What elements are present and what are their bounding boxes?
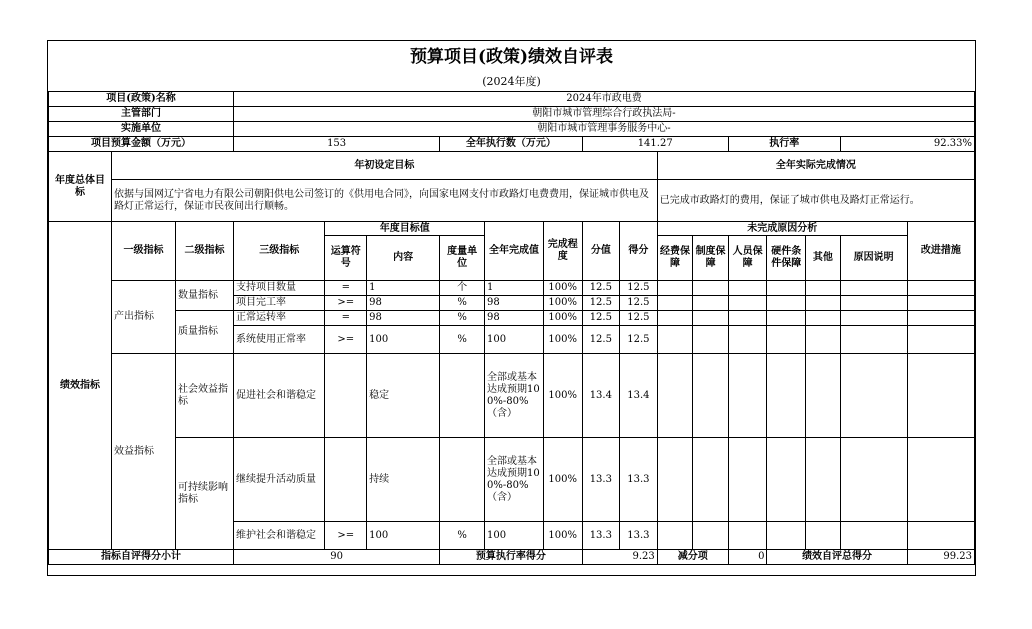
indicator-row <box>49 354 975 438</box>
evaluation-table <box>48 91 975 565</box>
level3-cell: 系统使用正常率 <box>233 326 324 354</box>
budget-value: 153 <box>233 137 439 152</box>
indicator-header-row-1 <box>49 222 975 236</box>
empty-cell <box>907 311 974 326</box>
op-cell: >= <box>325 326 367 354</box>
content-cell: 98 <box>367 296 440 311</box>
empty-cell <box>728 354 767 438</box>
unit-label: 实施单位 <box>49 122 234 137</box>
subtotal-value: 90 <box>233 550 439 565</box>
completion-header: 全年完成值 <box>484 222 543 281</box>
empty-cell <box>767 438 806 522</box>
empty-cell <box>907 326 974 354</box>
empty-cell <box>657 354 693 438</box>
unit-cell: % <box>440 522 485 550</box>
rate-label: 执行率 <box>728 137 840 152</box>
name-label: 项目(政策)名称 <box>49 92 234 107</box>
budget-label: 项目预算金额（万元） <box>49 137 234 152</box>
completion-cell: 98 <box>484 311 543 326</box>
name-value: 2024年市政电费 <box>233 92 974 107</box>
empty-cell <box>657 522 693 550</box>
indicator-row <box>49 311 975 326</box>
level3-cell: 促进社会和谐稳定 <box>233 354 324 438</box>
op-header: 运算符号 <box>325 236 367 281</box>
empty-cell <box>767 281 806 296</box>
completion-cell: 100 <box>484 326 543 354</box>
empty-cell <box>840 354 907 438</box>
social-indicator-label: 社会效益指标 <box>176 354 234 438</box>
level3-cell: 正常运转率 <box>233 311 324 326</box>
empty-cell <box>840 438 907 522</box>
level3-cell: 继续提升活动质量 <box>233 438 324 522</box>
empty-cell <box>806 311 841 326</box>
level3-cell: 支持项目数量 <box>233 281 324 296</box>
score-value-cell: 13.4 <box>582 354 620 438</box>
empty-cell <box>767 311 806 326</box>
unit-cell: % <box>440 311 485 326</box>
completion-cell: 100 <box>484 522 543 550</box>
personnel-header: 人员保障 <box>728 236 767 281</box>
empty-cell <box>806 296 841 311</box>
year-subtitle: (2024年度) <box>482 75 541 88</box>
empty-cell <box>767 326 806 354</box>
score-value-cell: 13.3 <box>582 438 620 522</box>
other-header: 其他 <box>806 236 841 281</box>
page-title: 预算项目(政策)绩效自评表 <box>409 47 614 67</box>
score-cell: 12.5 <box>620 311 658 326</box>
op-cell <box>325 354 367 438</box>
score-cell: 12.5 <box>620 326 658 354</box>
evaluation-sheet <box>47 40 976 576</box>
op-cell: >= <box>325 522 367 550</box>
system-header: 制度保障 <box>693 236 729 281</box>
summary-row <box>49 550 975 565</box>
unit-cell: % <box>440 296 485 311</box>
empty-cell <box>767 354 806 438</box>
unit-value: 朝阳市城市管理事务服务中心- <box>233 122 974 137</box>
content-header: 内容 <box>367 236 440 281</box>
empty-cell <box>728 311 767 326</box>
empty-cell <box>657 281 693 296</box>
empty-cell <box>693 281 729 296</box>
level1-header: 一级指标 <box>112 222 176 281</box>
empty-cell <box>693 296 729 311</box>
empty-cell <box>657 326 693 354</box>
dept-value: 朝阳市城市管理综合行政执法局- <box>233 107 974 122</box>
unit-cell: 个 <box>440 281 485 296</box>
funding-header: 经费保障 <box>657 236 693 281</box>
content-cell: 100 <box>367 522 440 550</box>
degree-cell: 100% <box>543 522 582 550</box>
indicator-row <box>49 438 975 522</box>
score-value-cell: 12.5 <box>582 311 620 326</box>
empty-cell <box>806 326 841 354</box>
unit-cell <box>440 354 485 438</box>
unit-header: 度量单位 <box>440 236 485 281</box>
empty-cell <box>806 281 841 296</box>
empty-cell <box>693 326 729 354</box>
empty-cell <box>840 311 907 326</box>
perf-indicator-label: 绩效指标 <box>49 222 112 550</box>
empty-cell <box>907 522 974 550</box>
content-cell: 100 <box>367 326 440 354</box>
budget-score-label: 预算执行率得分 <box>440 550 582 565</box>
quality-indicator-label: 质量指标 <box>176 311 234 354</box>
unit-cell <box>440 438 485 522</box>
total-label: 绩效自评总得分 <box>767 550 907 565</box>
content-cell: 1 <box>367 281 440 296</box>
level3-cell: 项目完工率 <box>233 296 324 311</box>
info-row-dept <box>49 107 975 122</box>
empty-cell <box>806 438 841 522</box>
actual-result-header: 全年实际完成情况 <box>657 152 974 180</box>
content-cell: 98 <box>367 311 440 326</box>
completion-cell: 全部或基本达成预期100%-80%（含） <box>484 354 543 438</box>
score-cell: 12.5 <box>620 296 658 311</box>
degree-cell: 100% <box>543 326 582 354</box>
empty-cell <box>693 311 729 326</box>
quantity-indicator-label: 数量指标 <box>176 281 234 311</box>
hardware-header: 硬件条件保障 <box>767 236 806 281</box>
initial-goal-header: 年初设定目标 <box>112 152 658 180</box>
score-value-cell: 12.5 <box>582 296 620 311</box>
score-value-cell: 12.5 <box>582 281 620 296</box>
empty-cell <box>907 281 974 296</box>
empty-cell <box>840 296 907 311</box>
unit-cell: % <box>440 326 485 354</box>
empty-cell <box>728 438 767 522</box>
content-cell: 持续 <box>367 438 440 522</box>
empty-cell <box>907 354 974 438</box>
empty-cell <box>840 326 907 354</box>
score-value-header: 分值 <box>582 222 620 281</box>
score-cell: 13.3 <box>620 522 658 550</box>
empty-cell <box>767 522 806 550</box>
completion-cell: 全部或基本达成预期100%-80%（含） <box>484 438 543 522</box>
level3-header: 三级指标 <box>233 222 324 281</box>
empty-cell <box>728 296 767 311</box>
content-cell: 稳定 <box>367 354 440 438</box>
degree-cell: 100% <box>543 281 582 296</box>
score-cell: 13.3 <box>620 438 658 522</box>
score-header: 得分 <box>620 222 658 281</box>
empty-cell <box>728 281 767 296</box>
completion-cell: 1 <box>484 281 543 296</box>
reason-header: 原因说明 <box>840 236 907 281</box>
unfinished-header: 未完成原因分析 <box>657 222 907 236</box>
total-value: 99.23 <box>907 550 974 565</box>
degree-cell: 100% <box>543 311 582 326</box>
info-row-unit <box>49 122 975 137</box>
subtotal-label: 指标自评得分小计 <box>49 550 234 565</box>
actual-result-text: 已完成市政路灯的费用，保证了城市供电及路灯正常运行。 <box>657 180 974 222</box>
level3-cell: 维护社会和谐稳定 <box>233 522 324 550</box>
score-cell: 13.4 <box>620 354 658 438</box>
empty-cell <box>840 522 907 550</box>
degree-header: 完成程度 <box>543 222 582 281</box>
empty-cell <box>693 438 729 522</box>
goals-section-label: 年度总体目标 <box>49 152 112 222</box>
score-value-cell: 12.5 <box>582 326 620 354</box>
op-cell: = <box>325 281 367 296</box>
score-value-cell: 13.3 <box>582 522 620 550</box>
info-row-budget <box>49 137 975 152</box>
deduct-value: 0 <box>728 550 767 565</box>
rate-value: 92.33% <box>840 137 974 152</box>
empty-cell <box>657 311 693 326</box>
improve-header: 改进措施 <box>907 222 974 281</box>
empty-cell <box>767 296 806 311</box>
degree-cell: 100% <box>543 296 582 311</box>
exec-value: 141.27 <box>582 137 728 152</box>
op-cell <box>325 438 367 522</box>
dept-label: 主管部门 <box>49 107 234 122</box>
op-cell: >= <box>325 296 367 311</box>
empty-cell <box>728 326 767 354</box>
empty-cell <box>728 522 767 550</box>
exec-label: 全年执行数（万元） <box>440 137 582 152</box>
empty-cell <box>657 296 693 311</box>
empty-cell <box>840 281 907 296</box>
empty-cell <box>693 522 729 550</box>
empty-cell <box>907 296 974 311</box>
benefit-indicator-label: 效益指标 <box>112 354 176 550</box>
level2-header: 二级指标 <box>176 222 234 281</box>
info-row-name <box>49 92 975 107</box>
score-cell: 12.5 <box>620 281 658 296</box>
goals-header-row <box>49 152 975 180</box>
output-indicator-label: 产出指标 <box>112 281 176 354</box>
year-target-header: 年度目标值 <box>325 222 485 236</box>
sustain-indicator-label: 可持续影响指标 <box>176 438 234 550</box>
empty-cell <box>693 354 729 438</box>
deduct-label: 减分项 <box>657 550 728 565</box>
empty-cell <box>806 354 841 438</box>
initial-goal-text: 依据与国网辽宁省电力有限公司朝阳供电公司签订的《供用电合同》，向国家电网支付市政路灯电费费用，保证城市供电及路灯正常运行，保证市民夜间出行顺畅。 <box>112 180 658 222</box>
empty-cell <box>657 438 693 522</box>
goals-content-row <box>49 180 975 222</box>
empty-cell <box>907 438 974 522</box>
indicator-row <box>49 281 975 296</box>
degree-cell: 100% <box>543 354 582 438</box>
completion-cell: 98 <box>484 296 543 311</box>
degree-cell: 100% <box>543 438 582 522</box>
empty-cell <box>806 522 841 550</box>
budget-score-value: 9.23 <box>582 550 657 565</box>
op-cell: = <box>325 311 367 326</box>
